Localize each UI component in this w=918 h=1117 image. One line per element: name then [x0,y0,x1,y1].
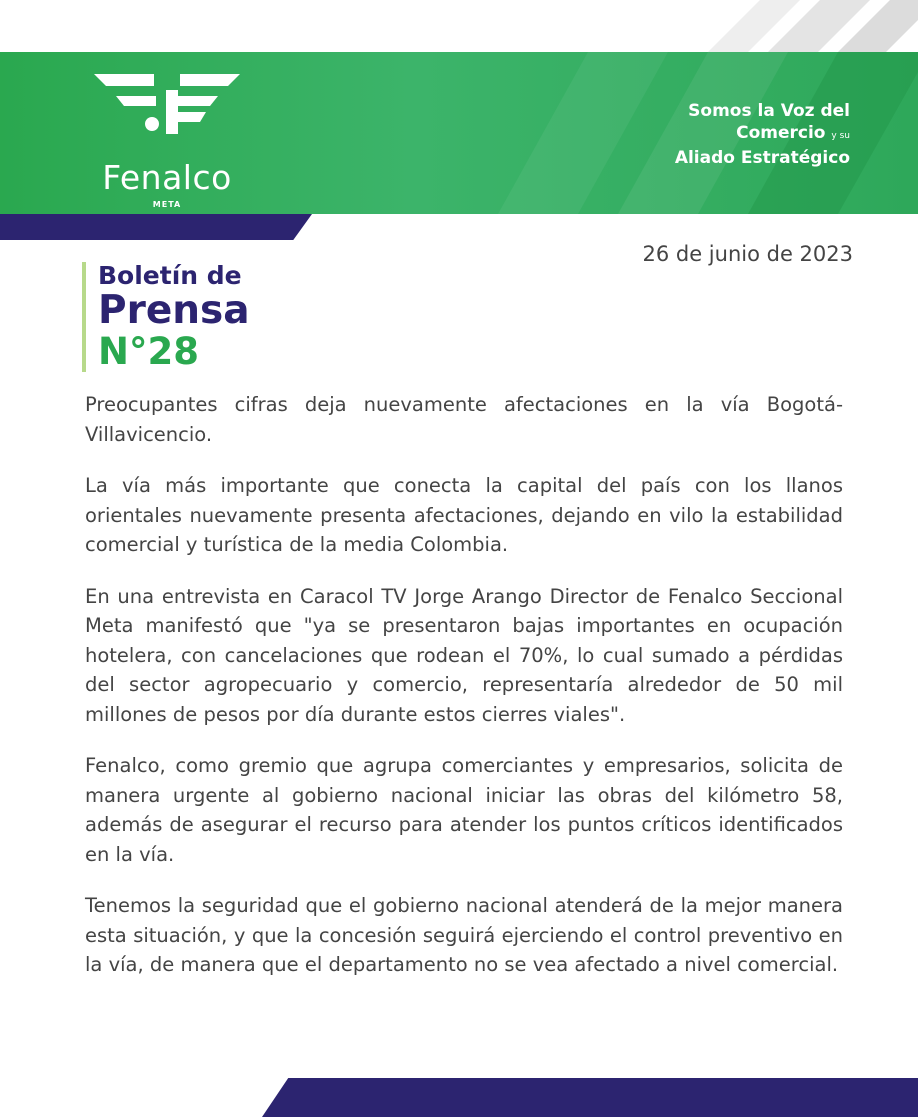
paragraph: Fenalco, como gremio que agrupa comerciantes y empresarios, solicita de manera urgente al gobierno nacional iniciar las obras del kilómetro 58, además de asegurar el recurso para atender los puntos críticos identificados en la vía. [85,754,843,866]
paragraph: En una entrevista en Caracol TV Jorge Arango Director de Fenalco Seccional Meta manifestó que "ya se presentaron bajas importantes en ocupación hotelera, con cancelaciones que rodean el 70%, lo cual sumado a pérdidas del sector agropecuario y comercio, representaría alrededor de 50 mil millones de pesos por día durante estos cierres viales". [85,584,843,726]
slogan-comercio: Comercio [736,123,826,143]
navy-accent-bar [0,214,312,240]
slogan-small: y su [831,131,850,141]
top-decorative-stripes [0,0,918,60]
bulletin-title [82,262,250,372]
paragraph: Preocupantes cifras deja nuevamente afectaciones en la vía Bogotá-Villavicencio. [85,393,843,446]
fenalco-logo [82,70,252,209]
bulletin-number: N°28 [98,330,199,373]
bulletin-body [85,390,843,1002]
paragraph: Tenemos la seguridad que el gobierno nacional atenderá de la mejor manera esta situación, y que la concesión seguirá ejerciendo el control preventivo en la vía, de manera que el departamento no se vea afectado a nivel comercial. [85,894,843,976]
fenalco-f-logo-icon [94,70,240,156]
slogan-line-3: Aliado Estratégico [674,148,850,168]
header-banner [0,52,918,214]
paragraph: La vía más importante que conecta la capital del país con los llanos orientales nuevamente presenta afectaciones, dejando en vilo la estabilidad comercial y turística de la media Colombia. [85,474,843,556]
slogan-line-2 [675,122,850,147]
title-line-2: Prensa [98,288,250,333]
footer-bar [262,1078,918,1117]
slogan [675,100,850,169]
slogan-line-1: Somos la Voz del [688,101,850,121]
title-line-1: Boletín de [98,261,242,290]
bulletin-date: 26 de junio de 2023 [642,242,853,266]
logo-subtitle: META [152,200,182,209]
logo-wordmark: Fenalco [102,158,232,197]
